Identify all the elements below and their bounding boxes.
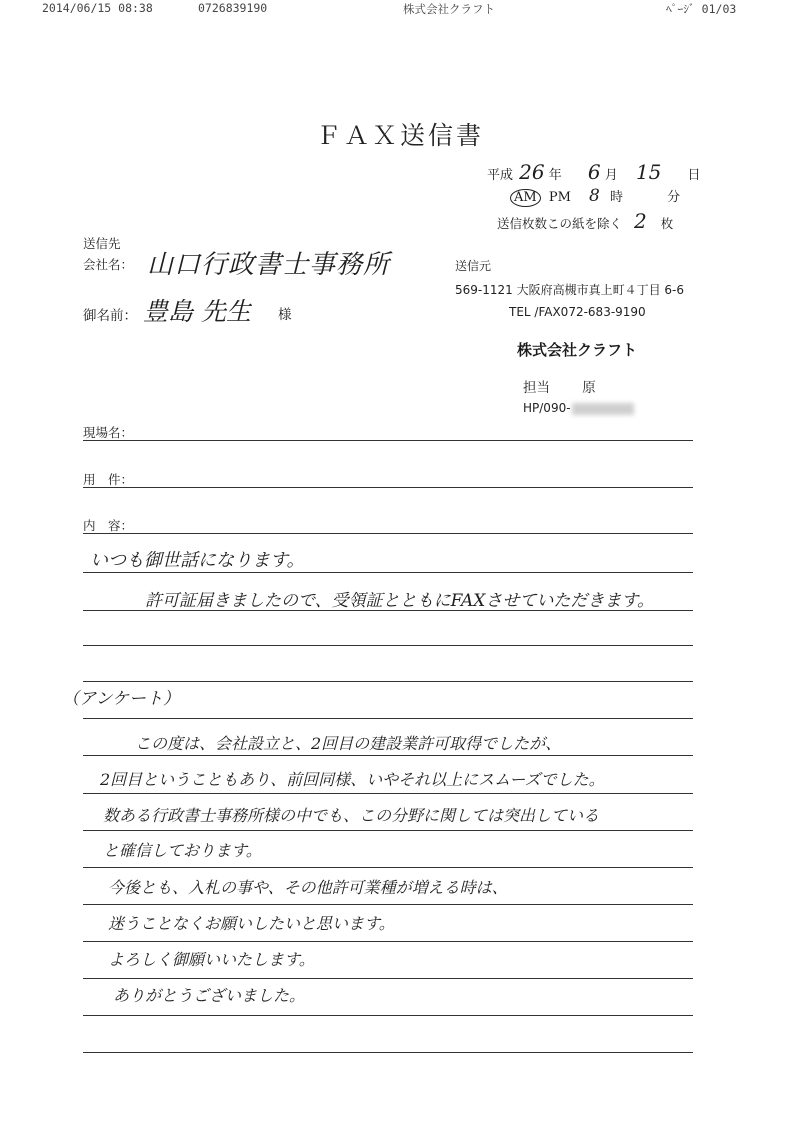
sender-staff <box>523 376 596 396</box>
fax-page-counter: ﾍﾟｰｼﾞ 01/03 <box>666 2 737 16</box>
sender-mobile <box>523 401 634 415</box>
ruled-line <box>83 718 693 719</box>
date-line <box>487 160 701 184</box>
sender-section-label: 送信元 <box>455 259 492 273</box>
ruled-line <box>83 1015 693 1016</box>
recipient-name-value: 豊島 先生 <box>143 297 251 326</box>
ruled-line <box>83 793 693 794</box>
recipient-name-label: 御名前： <box>83 308 137 324</box>
sender-company-logo: 株式会社クラフト <box>517 341 638 359</box>
survey-line: 数ある行政書士事務所様の中でも、この分野に関しては突出している <box>103 806 600 825</box>
content-label: 内 容： <box>83 518 134 533</box>
year-value: 26 <box>519 160 545 184</box>
pm-label: PM <box>548 190 571 205</box>
year-unit: 年 <box>548 168 562 183</box>
survey-line: よろしく御願いいたします。 <box>108 950 315 969</box>
survey-line: 迷うことなくお願いしたいと思います。 <box>108 914 395 933</box>
minute-unit: 分 <box>667 190 681 205</box>
ruled-line <box>83 645 693 646</box>
recipient-section-label: 送信先 <box>83 236 121 251</box>
ruled-line <box>83 440 693 441</box>
day-value: 15 <box>635 160 662 184</box>
message-line-2: 許可証届きましたので、受領証とともにFAXさせていただきます。 <box>145 591 654 611</box>
redacted-phone <box>572 403 634 415</box>
day-unit: 日 <box>687 168 701 183</box>
ruled-line <box>83 533 693 534</box>
ruled-line <box>83 1052 693 1053</box>
survey-label: （アンケート） <box>62 689 180 709</box>
survey-line: この度は、会社設立と、2回目の建設業許可取得でしたが、 <box>135 734 562 753</box>
survey-line: と確信しております。 <box>103 841 262 860</box>
document-title: ＦＡＸ送信書 <box>315 121 484 150</box>
am-circled: AM <box>510 189 541 207</box>
fax-sender-company: 株式会社クラフト <box>403 2 495 16</box>
ruled-line <box>83 978 693 979</box>
sheet-count-unit: 枚 <box>660 216 674 231</box>
sender-tel-fax: TEL /FAX072-683-9190 <box>509 305 646 319</box>
mobile-prefix: HP/090- <box>523 401 571 415</box>
ruled-line <box>83 755 693 756</box>
staff-label: 担当 <box>523 380 550 396</box>
fax-sender-number: 0726839190 <box>198 1 268 15</box>
hour-unit: 時 <box>610 190 624 205</box>
survey-line: ありがとうございました。 <box>113 986 306 1005</box>
recipient-honorific: 様 <box>278 307 292 323</box>
recipient-company-value: 山口行政書士事務所 <box>147 250 391 280</box>
month-value: 6 <box>587 160 601 184</box>
sheet-count-value: 2 <box>634 209 647 233</box>
ruled-line <box>83 904 693 905</box>
fax-datetime: 2014/06/15 08:38 <box>42 1 153 15</box>
ruled-line <box>83 867 693 868</box>
time-line <box>510 186 680 207</box>
ruled-line <box>83 681 693 682</box>
sheet-count-line <box>497 209 673 233</box>
era-label: 平成 <box>487 168 514 183</box>
hour-value: 8 <box>589 186 600 206</box>
site-name-label: 現場名： <box>83 425 134 440</box>
subject-label: 用 件： <box>83 472 134 487</box>
ruled-line <box>83 830 693 831</box>
survey-line: 2回目ということもあり、前回同様、いやそれ以上にスムーズでした。 <box>100 770 605 789</box>
ruled-line <box>83 487 693 488</box>
ruled-line <box>83 941 693 942</box>
ruled-line <box>83 572 693 573</box>
message-line-1: いつも御世話になります。 <box>90 550 305 571</box>
sheet-count-label: 送信枚数この紙を除く <box>497 216 623 231</box>
sender-address: 569-1121 大阪府高槻市真上町４丁目 6-6 <box>455 283 685 297</box>
recipient-company-label: 会社名： <box>83 257 134 272</box>
staff-name: 原 <box>582 380 596 396</box>
fax-transmission-header <box>0 0 800 18</box>
survey-line: 今後とも、入札の事や、その他許可業種が増える時は、 <box>108 878 508 897</box>
month-unit: 月 <box>604 168 618 183</box>
